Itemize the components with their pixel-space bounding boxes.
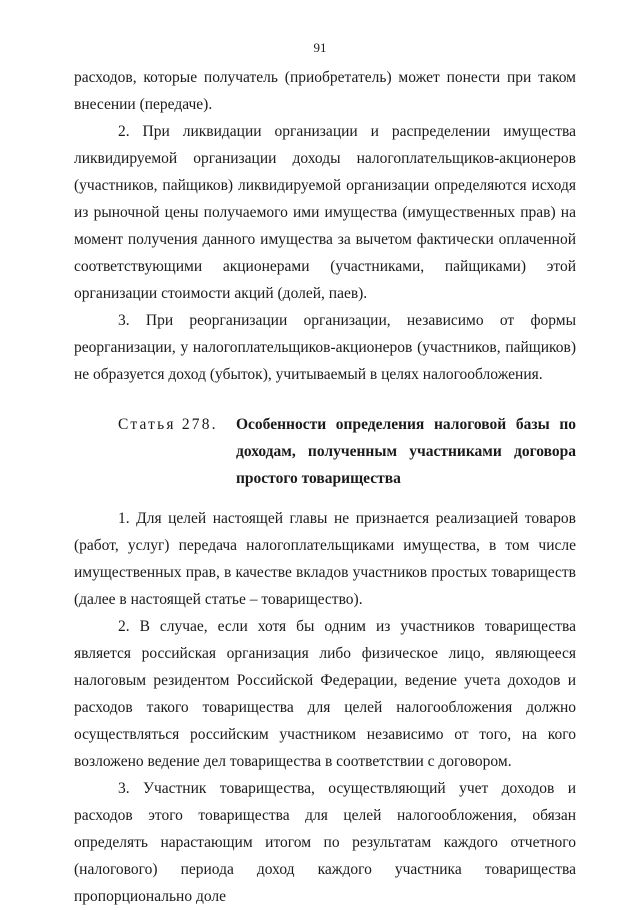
text-block-after-article	[74, 505, 576, 910]
text-block-before-article	[74, 64, 576, 388]
article-title: Особенности определения налоговой базы по доходам, полученным участниками договора простого товарищества	[236, 416, 576, 487]
paragraph-item-1: 1. Для целей настоящей главы не признается реализацией товаров (работ, услуг) передача налогоплательщиками имущества, в том числе имущественных прав, в качестве вкладов участников простых товариществ (далее в настоящей статье – товарищество).	[74, 510, 576, 608]
paragraph-liquidation: 2. При ликвидации организации и распределении имущества ликвидируемой организации доходы налогоплательщиков-акционеров (участников, пайщиков) ликвидируемой организации определяются исходя из рыночной цены получаемого ими имущества (имущественных прав) на момент получения данного имущества за вычетом фактически оплаченной соответствующими акционерами (участниками, пайщиками) этой организации стоимости акций (долей, паев).	[74, 123, 576, 302]
page-number: 91	[313, 40, 327, 55]
article-label: Статья 278.	[118, 416, 218, 433]
paragraph-item-2: 2. В случае, если хотя бы одним из участников товарищества является российская организация либо физическое лицо, являющееся налоговым резидентом Российской Федерации, ведение учета доходов и расходов такого товарищества для целей налогообложения должно осуществляться российским участником независимо от того, на кого возложено ведение дел товарищества в соответствии с договором.	[74, 618, 576, 770]
paragraph-item-3: 3. Участник товарищества, осуществляющий учет доходов и расходов этого товарищества для целей налогообложения, обязан определять нарастающим итогом по результатам каждого отчетного (налогового) периода доход каждого участника товарищества пропорционально доле	[74, 780, 576, 905]
paragraph-continuation: расходов, которые получатель (приобретатель) может понести при таком внесении (передаче).	[74, 69, 576, 113]
paragraph-reorganization: 3. При реорганизации организации, независимо от формы реорганизации, у налогоплательщиков-акционеров (участников, пайщиков) не образуется доход (убыток), учитываемый в целях налогообложения.	[74, 312, 576, 383]
article-heading	[118, 411, 576, 492]
